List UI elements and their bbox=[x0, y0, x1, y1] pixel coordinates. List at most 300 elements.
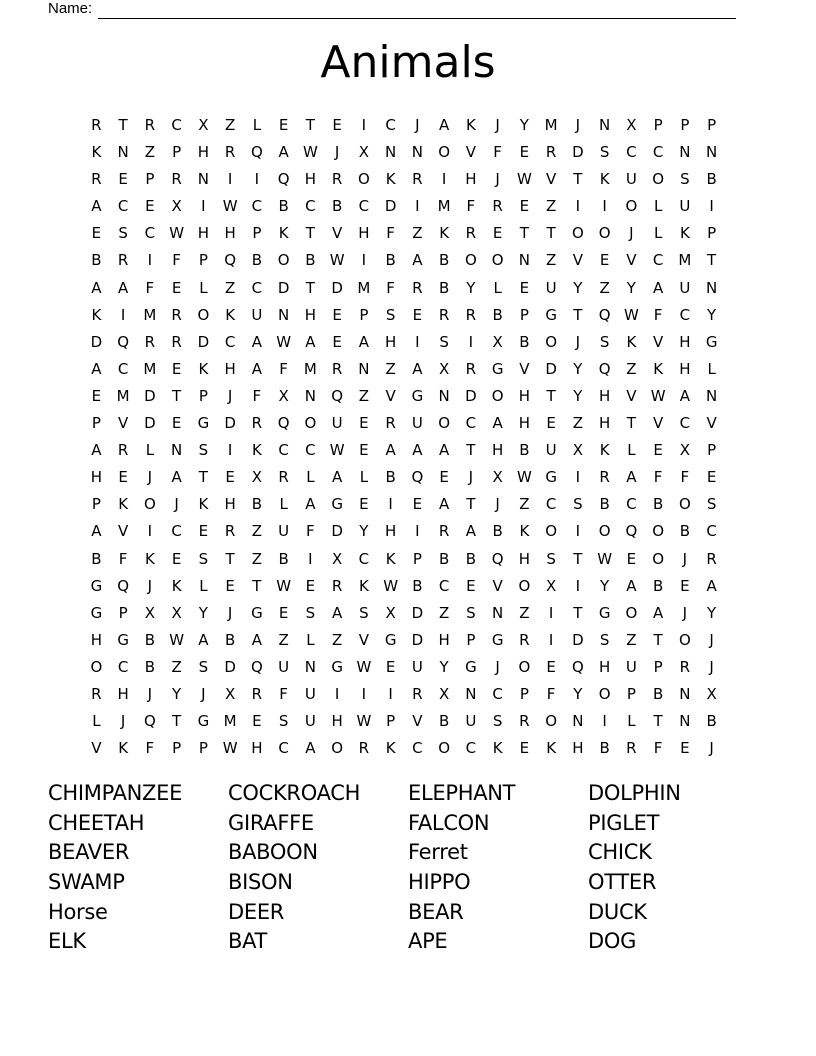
grid-letter[interactable]: I bbox=[441, 170, 447, 189]
grid-letter[interactable]: G bbox=[251, 603, 263, 622]
grid-letter[interactable]: E bbox=[359, 414, 369, 433]
grid-letter[interactable]: C bbox=[117, 359, 129, 378]
grid-letter[interactable]: C bbox=[385, 116, 396, 134]
grid-letter[interactable]: A bbox=[305, 332, 316, 351]
grid-letter[interactable]: S bbox=[599, 630, 610, 649]
grid-letter[interactable]: K bbox=[118, 495, 129, 514]
grid-letter[interactable]: Y bbox=[573, 386, 583, 405]
grid-letter[interactable]: R bbox=[117, 251, 129, 270]
grid-letter[interactable]: Z bbox=[545, 197, 557, 216]
grid-letter[interactable]: E bbox=[546, 657, 556, 676]
grid-letter[interactable]: W bbox=[169, 630, 185, 649]
grid-letter[interactable]: J bbox=[120, 712, 126, 731]
grid-letter[interactable]: F bbox=[252, 386, 262, 405]
grid-letter[interactable]: U bbox=[251, 305, 263, 324]
grid-letter[interactable]: I bbox=[201, 197, 206, 216]
grid-letter[interactable]: R bbox=[706, 549, 717, 568]
grid-letter[interactable]: F bbox=[279, 359, 288, 378]
grid-letter[interactable]: K bbox=[251, 441, 262, 460]
grid-letter[interactable]: Y bbox=[573, 359, 583, 378]
grid-letter[interactable]: R bbox=[438, 522, 450, 541]
grid-letter[interactable]: R bbox=[331, 576, 343, 595]
grid-letter[interactable]: I bbox=[709, 197, 714, 216]
grid-letter[interactable]: C bbox=[412, 739, 423, 758]
grid-letter[interactable]: F bbox=[145, 278, 155, 297]
grid-letter[interactable]: S bbox=[599, 143, 610, 162]
grid-letter[interactable]: H bbox=[304, 305, 317, 324]
grid-letter[interactable]: I bbox=[227, 441, 233, 460]
grid-letter[interactable]: Q bbox=[491, 549, 504, 568]
grid-letter[interactable]: R bbox=[224, 522, 236, 541]
grid-letter[interactable]: C bbox=[465, 739, 477, 758]
grid-letter[interactable]: F bbox=[172, 251, 181, 270]
grid-letter[interactable]: N bbox=[117, 143, 129, 162]
grid-letter[interactable]: P bbox=[626, 684, 636, 703]
grid-letter[interactable]: R bbox=[171, 332, 182, 351]
grid-letter[interactable]: A bbox=[412, 441, 423, 460]
grid-letter[interactable]: Q bbox=[331, 386, 344, 405]
grid-letter[interactable]: R bbox=[492, 197, 503, 216]
grid-letter[interactable]: C bbox=[144, 224, 156, 243]
grid-letter[interactable]: E bbox=[546, 414, 556, 433]
grid-letter[interactable]: B bbox=[492, 522, 503, 541]
grid-letter[interactable]: I bbox=[388, 684, 393, 703]
grid-letter[interactable]: Q bbox=[117, 332, 130, 351]
grid-letter[interactable]: X bbox=[572, 441, 584, 460]
grid-letter[interactable]: Y bbox=[359, 522, 369, 541]
grid-letter[interactable]: Q bbox=[411, 468, 424, 487]
grid-letter[interactable]: Z bbox=[224, 116, 236, 134]
grid-letter[interactable]: O bbox=[678, 630, 691, 649]
grid-letter[interactable]: E bbox=[653, 441, 663, 460]
grid-letter[interactable]: S bbox=[492, 712, 503, 731]
grid-letter[interactable]: T bbox=[172, 386, 182, 405]
grid-letter[interactable]: T bbox=[466, 495, 476, 514]
grid-letter[interactable]: Q bbox=[277, 414, 290, 433]
grid-letter[interactable]: J bbox=[147, 468, 153, 487]
grid-letter[interactable]: J bbox=[468, 468, 474, 487]
grid-letter[interactable]: E bbox=[706, 468, 717, 487]
grid-letter[interactable]: D bbox=[465, 386, 477, 405]
grid-letter[interactable]: K bbox=[599, 441, 610, 460]
grid-letter[interactable]: X bbox=[171, 197, 182, 216]
grid-letter[interactable]: S bbox=[118, 224, 128, 243]
grid-letter[interactable]: Y bbox=[600, 576, 610, 595]
grid-letter[interactable]: K bbox=[358, 576, 369, 595]
grid-letter[interactable]: I bbox=[575, 576, 581, 595]
grid-letter[interactable]: R bbox=[91, 170, 102, 189]
grid-letter[interactable]: D bbox=[197, 332, 210, 351]
grid-letter[interactable]: L bbox=[252, 116, 262, 134]
grid-letter[interactable]: X bbox=[171, 603, 182, 622]
grid-letter[interactable]: O bbox=[143, 495, 156, 514]
grid-letter[interactable]: N bbox=[706, 278, 718, 297]
grid-letter[interactable]: L bbox=[199, 278, 208, 297]
grid-letter[interactable]: N bbox=[438, 386, 450, 405]
grid-letter[interactable]: T bbox=[466, 441, 476, 460]
grid-letter[interactable]: R bbox=[465, 224, 477, 243]
grid-letter[interactable]: W bbox=[356, 657, 372, 676]
grid-letter[interactable]: C bbox=[626, 495, 637, 514]
grid-letter[interactable]: I bbox=[361, 251, 367, 270]
grid-letter[interactable]: V bbox=[117, 522, 129, 541]
grid-letter[interactable]: I bbox=[147, 251, 153, 270]
grid-letter[interactable]: P bbox=[707, 116, 717, 134]
grid-letter[interactable]: A bbox=[626, 576, 637, 595]
grid-letter[interactable]: F bbox=[306, 522, 315, 541]
grid-letter[interactable]: B bbox=[91, 549, 102, 568]
grid-letter[interactable]: R bbox=[385, 414, 396, 433]
grid-letter[interactable]: R bbox=[438, 305, 450, 324]
grid-letter[interactable]: N bbox=[572, 712, 584, 731]
grid-letter[interactable]: R bbox=[626, 739, 637, 758]
grid-letter[interactable]: C bbox=[652, 251, 664, 270]
grid-letter[interactable]: B bbox=[438, 251, 450, 270]
grid-letter[interactable]: T bbox=[546, 386, 556, 405]
grid-letter[interactable]: H bbox=[224, 224, 236, 243]
grid-letter[interactable]: S bbox=[573, 495, 583, 514]
grid-letter[interactable]: Y bbox=[519, 116, 529, 134]
grid-letter[interactable]: T bbox=[198, 468, 208, 487]
grid-letter[interactable]: K bbox=[385, 170, 396, 189]
grid-letter[interactable]: H bbox=[598, 386, 611, 405]
grid-letter[interactable]: V bbox=[572, 251, 583, 270]
grid-letter[interactable]: R bbox=[412, 684, 423, 703]
grid-letter[interactable]: M bbox=[223, 712, 237, 731]
grid-letter[interactable]: R bbox=[412, 278, 423, 297]
grid-letter[interactable]: V bbox=[706, 414, 717, 433]
grid-letter[interactable]: O bbox=[545, 332, 558, 351]
grid-letter[interactable]: J bbox=[495, 495, 500, 514]
grid-letter[interactable]: J bbox=[415, 116, 420, 134]
grid-letter[interactable]: C bbox=[171, 522, 182, 541]
grid-letter[interactable]: A bbox=[626, 468, 637, 487]
grid-letter[interactable]: R bbox=[91, 684, 102, 703]
grid-letter[interactable]: N bbox=[278, 305, 290, 324]
grid-letter[interactable]: W bbox=[356, 712, 372, 731]
grid-letter[interactable]: O bbox=[571, 224, 584, 243]
grid-letter[interactable]: P bbox=[412, 549, 422, 568]
grid-letter[interactable]: N bbox=[465, 684, 477, 703]
grid-letter[interactable]: G bbox=[197, 414, 210, 433]
grid-letter[interactable]: R bbox=[465, 359, 477, 378]
grid-letter[interactable]: S bbox=[599, 332, 610, 351]
grid-letter[interactable]: E bbox=[225, 468, 235, 487]
grid-letter[interactable]: T bbox=[573, 170, 583, 189]
grid-letter[interactable]: Z bbox=[331, 630, 343, 649]
grid-letter[interactable]: B bbox=[251, 251, 263, 270]
grid-letter[interactable]: O bbox=[625, 603, 638, 622]
grid-letter[interactable]: V bbox=[626, 251, 637, 270]
grid-letter[interactable]: E bbox=[492, 224, 503, 243]
grid-letter[interactable]: O bbox=[598, 522, 611, 541]
grid-letter[interactable]: G bbox=[90, 576, 103, 595]
grid-letter[interactable]: P bbox=[519, 305, 529, 324]
grid-letter[interactable]: F bbox=[653, 305, 663, 324]
grid-letter[interactable]: U bbox=[278, 657, 290, 676]
grid-letter[interactable]: X bbox=[706, 684, 717, 703]
grid-letter[interactable]: I bbox=[575, 468, 581, 487]
grid-letter[interactable]: A bbox=[492, 414, 503, 433]
grid-letter[interactable]: B bbox=[652, 576, 664, 595]
grid-letter[interactable]: W bbox=[650, 386, 666, 405]
grid-letter[interactable]: P bbox=[519, 684, 529, 703]
grid-letter[interactable]: E bbox=[91, 224, 102, 243]
grid-letter[interactable]: A bbox=[706, 576, 717, 595]
grid-letter[interactable]: H bbox=[304, 170, 317, 189]
grid-letter[interactable]: F bbox=[546, 684, 556, 703]
grid-letter[interactable]: K bbox=[118, 739, 129, 758]
grid-letter[interactable]: M bbox=[143, 305, 157, 324]
grid-letter[interactable]: M bbox=[544, 116, 558, 134]
grid-letter[interactable]: N bbox=[679, 143, 691, 162]
grid-letter[interactable]: E bbox=[466, 576, 476, 595]
grid-letter[interactable]: T bbox=[573, 549, 583, 568]
grid-letter[interactable]: L bbox=[493, 278, 502, 297]
grid-letter[interactable]: M bbox=[143, 359, 157, 378]
grid-letter[interactable]: A bbox=[251, 630, 262, 649]
grid-letter[interactable]: V bbox=[465, 143, 476, 162]
grid-letter[interactable]: O bbox=[518, 576, 531, 595]
grid-letter[interactable]: C bbox=[278, 441, 289, 460]
grid-letter[interactable]: W bbox=[383, 576, 399, 595]
grid-letter[interactable]: Q bbox=[117, 576, 130, 595]
grid-letter[interactable]: V bbox=[331, 224, 343, 243]
grid-letter[interactable]: A bbox=[331, 468, 343, 487]
grid-letter[interactable]: A bbox=[438, 116, 450, 134]
grid-letter[interactable]: I bbox=[468, 332, 474, 351]
grid-letter[interactable]: W bbox=[623, 305, 639, 324]
grid-letter[interactable]: A bbox=[358, 332, 369, 351]
grid-letter[interactable]: J bbox=[709, 630, 714, 649]
grid-letter[interactable]: G bbox=[90, 603, 103, 622]
grid-letter[interactable]: U bbox=[625, 170, 637, 189]
grid-letter[interactable]: W bbox=[516, 468, 532, 487]
grid-letter[interactable]: S bbox=[439, 332, 449, 351]
grid-letter[interactable]: X bbox=[144, 603, 156, 622]
grid-letter[interactable]: C bbox=[679, 414, 691, 433]
grid-letter[interactable]: Q bbox=[625, 522, 638, 541]
grid-letter[interactable]: C bbox=[117, 197, 129, 216]
grid-letter[interactable]: W bbox=[329, 251, 345, 270]
grid-letter[interactable]: C bbox=[679, 305, 691, 324]
grid-letter[interactable]: N bbox=[358, 359, 370, 378]
grid-letter[interactable]: A bbox=[331, 603, 343, 622]
grid-letter[interactable]: A bbox=[91, 197, 102, 216]
grid-letter[interactable]: K bbox=[679, 224, 690, 243]
grid-letter[interactable]: H bbox=[598, 657, 611, 676]
grid-letter[interactable]: F bbox=[386, 224, 395, 243]
grid-letter[interactable]: A bbox=[251, 359, 262, 378]
grid-letter[interactable]: T bbox=[305, 224, 315, 243]
grid-letter[interactable]: E bbox=[359, 495, 369, 514]
grid-letter[interactable]: E bbox=[225, 576, 235, 595]
grid-letter[interactable]: L bbox=[306, 468, 315, 487]
grid-letter[interactable]: Z bbox=[438, 603, 450, 622]
grid-letter[interactable]: Y bbox=[439, 657, 449, 676]
grid-letter[interactable]: H bbox=[679, 359, 691, 378]
grid-letter[interactable]: C bbox=[545, 495, 557, 514]
grid-letter[interactable]: K bbox=[465, 116, 476, 134]
grid-letter[interactable]: A bbox=[679, 386, 690, 405]
grid-letter[interactable]: H bbox=[572, 739, 584, 758]
grid-letter[interactable]: G bbox=[705, 332, 718, 351]
grid-letter[interactable]: X bbox=[626, 116, 637, 134]
grid-letter[interactable]: E bbox=[305, 576, 316, 595]
grid-letter[interactable]: B bbox=[465, 549, 477, 568]
grid-letter[interactable]: V bbox=[652, 414, 664, 433]
grid-letter[interactable]: Z bbox=[599, 278, 610, 297]
grid-letter[interactable]: S bbox=[706, 495, 717, 514]
grid-letter[interactable]: S bbox=[278, 712, 289, 731]
grid-letter[interactable]: N bbox=[411, 143, 423, 162]
grid-letter[interactable]: Z bbox=[171, 657, 182, 676]
grid-letter[interactable]: C bbox=[438, 576, 450, 595]
grid-letter[interactable]: E bbox=[519, 739, 530, 758]
grid-letter[interactable]: Y bbox=[198, 603, 208, 622]
grid-letter[interactable]: B bbox=[706, 712, 717, 731]
grid-letter[interactable]: B bbox=[652, 495, 664, 514]
grid-letter[interactable]: A bbox=[385, 441, 396, 460]
grid-letter[interactable]: C bbox=[652, 143, 664, 162]
grid-letter[interactable]: V bbox=[492, 576, 503, 595]
grid-letter[interactable]: C bbox=[492, 684, 503, 703]
grid-letter[interactable]: X bbox=[224, 684, 236, 703]
grid-letter[interactable]: O bbox=[678, 495, 691, 514]
grid-letter[interactable]: O bbox=[518, 657, 531, 676]
grid-letter[interactable]: L bbox=[279, 495, 288, 514]
grid-letter[interactable]: P bbox=[198, 251, 208, 270]
grid-letter[interactable]: T bbox=[626, 414, 636, 433]
grid-letter[interactable]: V bbox=[385, 386, 396, 405]
grid-letter[interactable]: R bbox=[278, 468, 289, 487]
grid-letter[interactable]: O bbox=[304, 414, 317, 433]
grid-letter[interactable]: M bbox=[116, 386, 130, 405]
grid-letter[interactable]: I bbox=[308, 549, 313, 568]
grid-letter[interactable]: T bbox=[573, 305, 583, 324]
grid-letter[interactable]: L bbox=[653, 197, 663, 216]
grid-letter[interactable]: O bbox=[625, 197, 638, 216]
grid-letter[interactable]: R bbox=[679, 657, 691, 676]
grid-letter[interactable]: B bbox=[224, 630, 236, 649]
grid-letter[interactable]: D bbox=[572, 143, 584, 162]
grid-letter[interactable]: J bbox=[227, 603, 233, 622]
grid-letter[interactable]: O bbox=[491, 386, 504, 405]
grid-letter[interactable]: L bbox=[627, 712, 636, 731]
grid-letter[interactable]: C bbox=[224, 332, 236, 351]
grid-letter[interactable]: U bbox=[545, 278, 557, 297]
grid-letter[interactable]: H bbox=[358, 224, 370, 243]
grid-letter[interactable]: A bbox=[91, 441, 102, 460]
grid-letter[interactable]: L bbox=[199, 576, 208, 595]
grid-letter[interactable]: I bbox=[361, 684, 367, 703]
grid-letter[interactable]: J bbox=[147, 576, 153, 595]
grid-letter[interactable]: Y bbox=[172, 684, 182, 703]
grid-letter[interactable]: X bbox=[679, 441, 691, 460]
grid-letter[interactable]: L bbox=[653, 224, 663, 243]
grid-letter[interactable]: J bbox=[495, 116, 500, 134]
grid-letter[interactable]: J bbox=[709, 657, 714, 676]
grid-letter[interactable]: U bbox=[331, 414, 343, 433]
grid-letter[interactable]: B bbox=[278, 197, 289, 216]
grid-letter[interactable]: O bbox=[652, 522, 665, 541]
grid-letter[interactable]: X bbox=[331, 549, 343, 568]
grid-letter[interactable]: H bbox=[518, 414, 531, 433]
grid-letter[interactable]: R bbox=[412, 170, 423, 189]
grid-letter[interactable]: S bbox=[359, 603, 369, 622]
grid-letter[interactable]: J bbox=[495, 170, 500, 189]
grid-letter[interactable]: E bbox=[412, 495, 423, 514]
grid-letter[interactable]: A bbox=[438, 441, 450, 460]
grid-letter[interactable]: R bbox=[171, 170, 182, 189]
grid-letter[interactable]: R bbox=[251, 684, 263, 703]
grid-letter[interactable]: G bbox=[598, 603, 611, 622]
grid-letter[interactable]: F bbox=[493, 143, 502, 162]
grid-letter[interactable]: N bbox=[197, 170, 209, 189]
grid-letter[interactable]: F bbox=[386, 278, 395, 297]
grid-letter[interactable]: F bbox=[466, 197, 476, 216]
grid-letter[interactable]: Z bbox=[519, 603, 530, 622]
grid-letter[interactable]: L bbox=[145, 441, 155, 460]
grid-letter[interactable]: Y bbox=[466, 278, 476, 297]
grid-letter[interactable]: B bbox=[331, 197, 343, 216]
grid-letter[interactable]: A bbox=[171, 468, 182, 487]
grid-letter[interactable]: K bbox=[198, 495, 209, 514]
grid-letter[interactable]: K bbox=[144, 549, 155, 568]
grid-letter[interactable]: C bbox=[251, 197, 263, 216]
grid-letter[interactable]: G bbox=[117, 630, 129, 649]
grid-letter[interactable]: U bbox=[304, 684, 316, 703]
grid-letter[interactable]: N bbox=[304, 657, 316, 676]
grid-letter[interactable]: O bbox=[90, 657, 103, 676]
grid-letter[interactable]: A bbox=[91, 522, 102, 541]
grid-letter[interactable]: U bbox=[278, 522, 290, 541]
grid-letter[interactable]: A bbox=[251, 332, 262, 351]
grid-letter[interactable]: N bbox=[304, 386, 316, 405]
grid-letter[interactable]: I bbox=[227, 170, 233, 189]
grid-letter[interactable]: J bbox=[682, 603, 688, 622]
grid-letter[interactable]: P bbox=[707, 441, 717, 460]
grid-letter[interactable]: T bbox=[118, 116, 128, 134]
grid-letter[interactable]: G bbox=[197, 712, 210, 731]
grid-letter[interactable]: X bbox=[545, 576, 557, 595]
grid-letter[interactable]: V bbox=[91, 739, 102, 758]
grid-letter[interactable]: J bbox=[682, 549, 688, 568]
grid-letter[interactable]: E bbox=[332, 116, 342, 134]
grid-letter[interactable]: Z bbox=[278, 630, 289, 649]
grid-letter[interactable]: B bbox=[599, 739, 610, 758]
grid-letter[interactable]: O bbox=[652, 549, 665, 568]
grid-letter[interactable]: T bbox=[653, 630, 663, 649]
grid-letter[interactable]: I bbox=[147, 522, 153, 541]
grid-letter[interactable]: H bbox=[491, 441, 504, 460]
grid-letter[interactable]: U bbox=[411, 657, 423, 676]
grid-letter[interactable]: G bbox=[331, 657, 343, 676]
grid-letter[interactable]: U bbox=[679, 278, 691, 297]
grid-letter[interactable]: I bbox=[575, 197, 581, 216]
grid-letter[interactable]: T bbox=[573, 603, 583, 622]
grid-letter[interactable]: K bbox=[546, 739, 557, 758]
grid-letter[interactable]: Q bbox=[598, 359, 611, 378]
grid-letter[interactable]: J bbox=[174, 495, 179, 514]
grid-letter[interactable]: Z bbox=[224, 278, 236, 297]
grid-letter[interactable]: B bbox=[91, 251, 102, 270]
grid-letter[interactable]: J bbox=[575, 332, 581, 351]
grid-letter[interactable]: K bbox=[91, 305, 102, 324]
grid-letter[interactable]: P bbox=[252, 224, 262, 243]
grid-letter[interactable]: H bbox=[331, 712, 343, 731]
grid-letter[interactable]: W bbox=[516, 170, 532, 189]
